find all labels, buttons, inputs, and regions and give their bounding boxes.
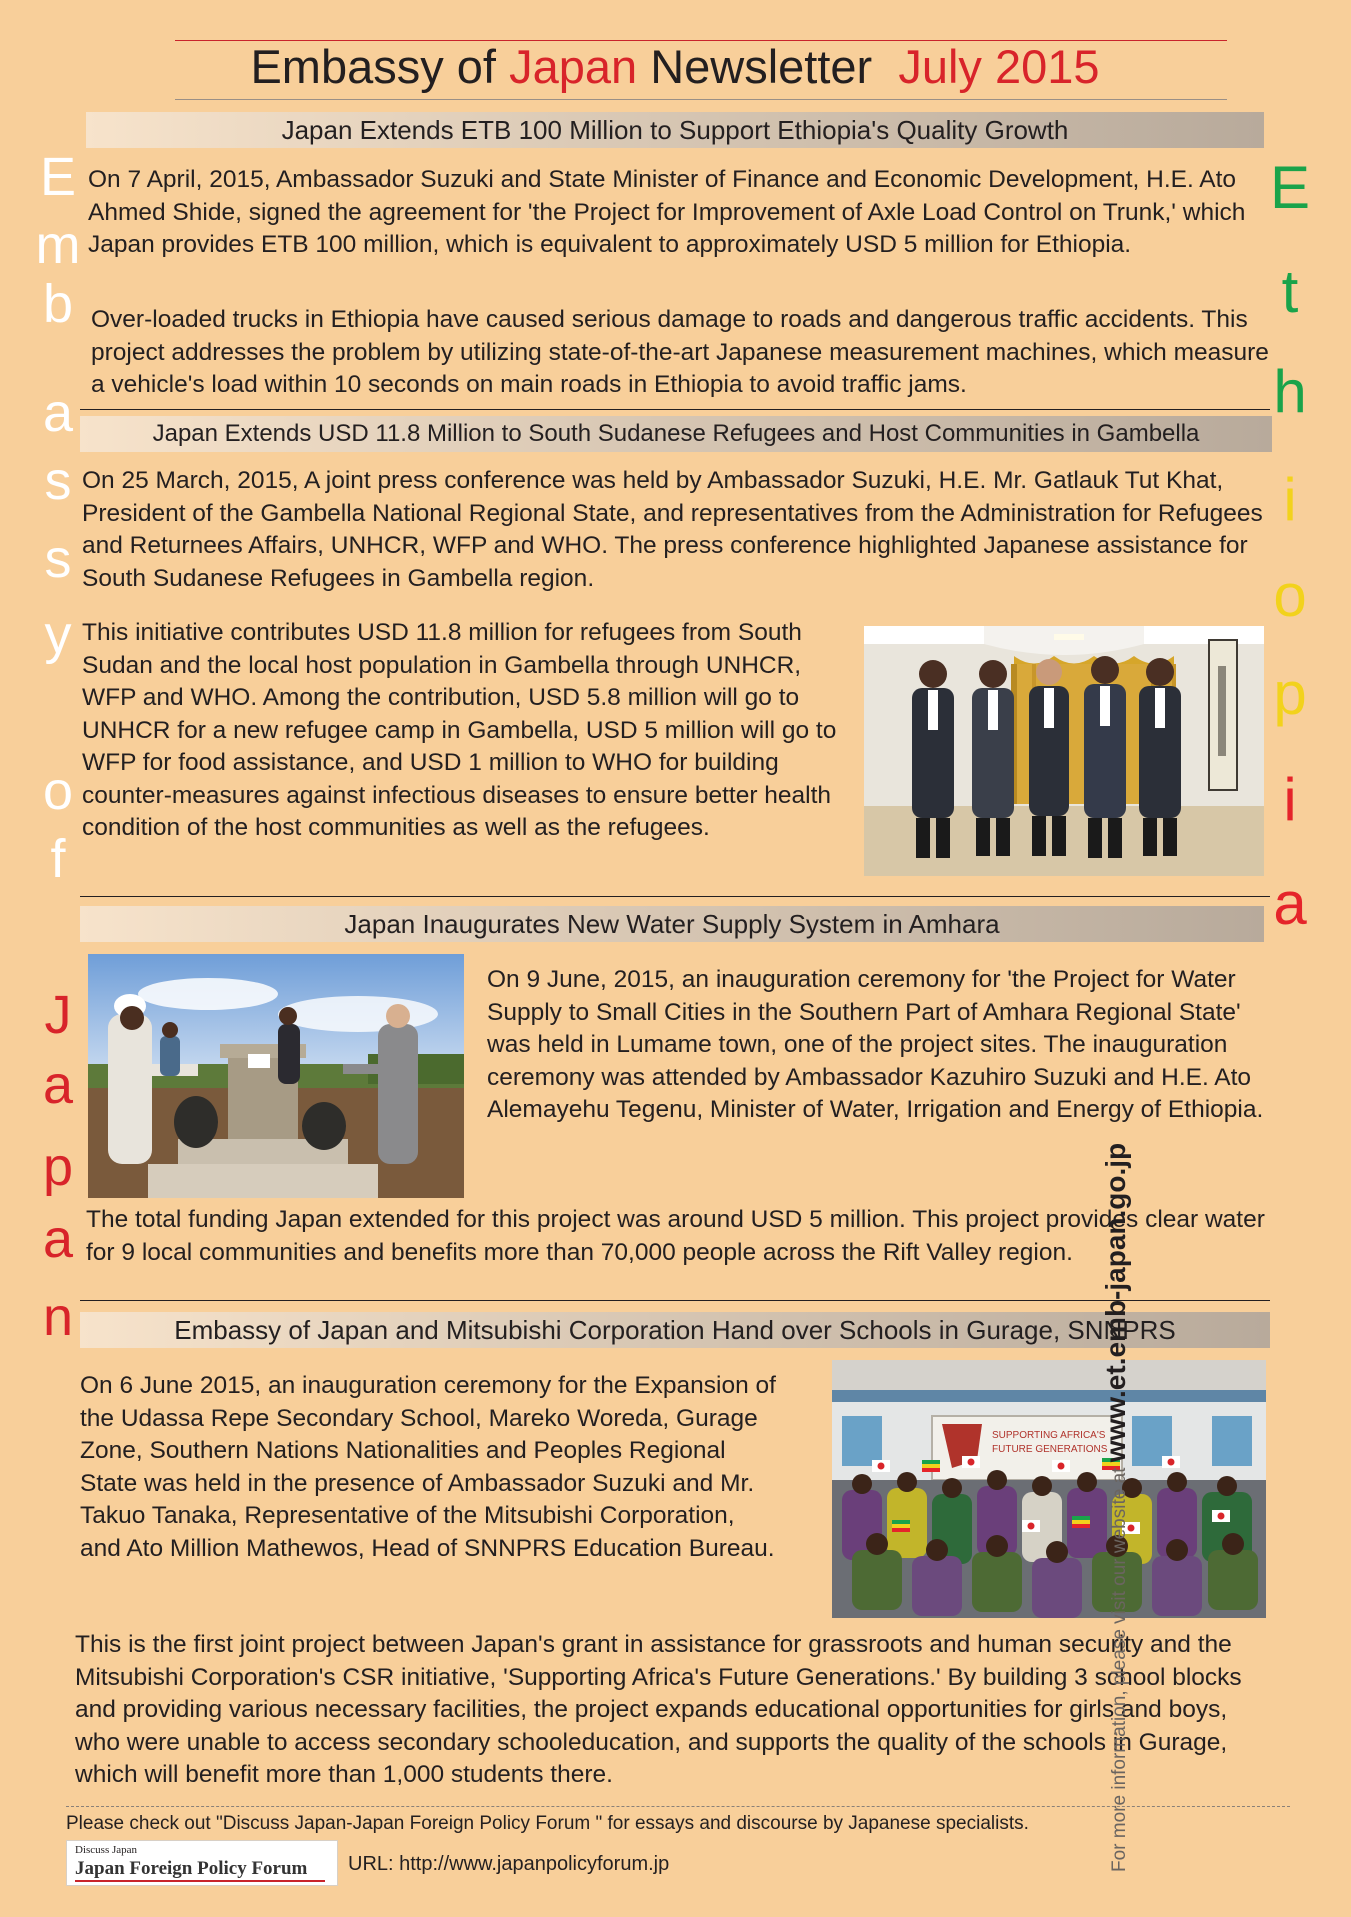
side-letter: b bbox=[42, 274, 74, 334]
side-letter: J bbox=[44, 985, 72, 1045]
jfpf-logo[interactable] bbox=[66, 1840, 338, 1886]
side-letter: a bbox=[1273, 870, 1307, 937]
press-conference-photo bbox=[864, 626, 1264, 876]
title-japan: Japan bbox=[509, 40, 638, 93]
article4-headline: Embassy of Japan and Mitsubishi Corporation Hand over Schools in Gurage, SNNPRS bbox=[80, 1312, 1270, 1348]
jfpf-logo-small: Discuss Japan bbox=[75, 1844, 138, 1856]
side-letter: o bbox=[42, 761, 74, 821]
article1-paragraph1: On 7 April, 2015, Ambassador Suzuki and State Minister of Finance and Economic Development, H.E. Ato Ahmed Shide, signed the agreement for 'the Project for Improvement of Axle Load Control on Trunk,' which Japan provides ETB 100 million, which is equivalent to approximately USD 5 million for Ethiopia. bbox=[88, 166, 1246, 258]
divider bbox=[80, 896, 1270, 897]
article4-paragraph2: This is the first joint project between Japan's grant in assistance for grassroots and human security and the Mitsubishi Corporation's CSR initiative, 'Supporting Africa's Future Generations.' By building 3 school blocks and providing various necessary facilities, the project expands educational opportunities for girls and boys, who were unable to access secondary schooleducation, and supports the quality of the schools in Gurage, which will benefit more than 1,000 students there. bbox=[75, 1631, 1242, 1788]
article3-paragraph2: The total funding Japan extended for this project was around USD 5 million. This project provides clear water for 9 local communities and benefits more than 70,000 people across the Rift Valley region. bbox=[86, 1206, 1265, 1266]
jfpf-logo-main: Japan Foreign Policy Forum bbox=[75, 1858, 308, 1879]
title-part2: Newsletter bbox=[650, 40, 873, 93]
side-website-prefix: For more information, please visit our website at bbox=[1109, 1467, 1130, 1872]
side-letter: y bbox=[44, 605, 72, 665]
side-letter: i bbox=[1283, 766, 1297, 833]
article3-paragraph1: On 9 June, 2015, an inauguration ceremony for 'the Project for Water Supply to Small Cities in the Southern Part of Amhara Regional State' was held in Lumame town, one of the project sites. The inauguration ceremony was attended by Ambassador Kazuhiro Suzuki and H.E. Ato Alemayehu Tegenu, Minister of Water, Irrigation and Energy of Ethiopia. bbox=[487, 966, 1264, 1123]
title-part1: Embassy of bbox=[250, 40, 496, 93]
divider bbox=[80, 409, 1270, 410]
page-title bbox=[175, 36, 1175, 98]
article1-headline: Japan Extends ETB 100 Million to Support Ethiopia's Quality Growth bbox=[86, 112, 1264, 148]
footer-url[interactable]: URL: http://www.japanpolicyforum.jp bbox=[348, 1853, 670, 1875]
header-bottom-rule bbox=[175, 99, 1227, 100]
side-letter: n bbox=[42, 1287, 74, 1347]
footer-rule bbox=[66, 1806, 1290, 1807]
water-supply-photo bbox=[88, 954, 464, 1198]
side-letter: a bbox=[42, 383, 74, 443]
side-letter: s bbox=[44, 451, 72, 511]
side-letter: a bbox=[42, 1209, 74, 1269]
side-letter: t bbox=[1281, 258, 1299, 325]
article2-headline: Japan Extends USD 11.8 Million to South Sudanese Refugees and Host Communities in Gambella bbox=[80, 416, 1272, 452]
footer-note: Please check out "Discuss Japan-Japan Foreign Policy Forum " for essays and discourse by Japanese specialists. bbox=[66, 1813, 1029, 1834]
banner-line1: SUPPORTING AFRICA'S bbox=[992, 1430, 1106, 1441]
side-website-link[interactable]: www.et.emb-japan.go.jp bbox=[1100, 1142, 1131, 1463]
side-letter: m bbox=[35, 215, 81, 275]
side-website-note bbox=[1100, 1143, 1132, 1872]
side-letter: o bbox=[1273, 562, 1307, 629]
side-letter: s bbox=[44, 529, 72, 589]
article2-paragraph2: This initiative contributes USD 11.8 million for refugees from South Sudan and the local host population in Gambella through UNHCR, WFP and WHO. Among the contribution, USD 5.8 million will go to UNHCR for a new refugee camp in Gambella, USD 5 million will go to WFP for food assistance, and USD 1 million to WHO for building counter-measures against infectious diseases to ensure better health condition of the host communities as well as the refugees. bbox=[82, 619, 837, 841]
side-letter: E bbox=[1269, 154, 1311, 221]
banner-line2: FUTURE GENERATIONS bbox=[992, 1444, 1108, 1455]
side-letter: p bbox=[1273, 660, 1307, 727]
article1-paragraph2: Over-loaded trucks in Ethiopia have caused serious damage to roads and dangerous traffic accidents. This project addresses the problem by utilizing state-of-the-art Japanese measurement machines, which measure a vehicle's load within 10 seconds on main roads in Ethiopia to avoid traffic jams. bbox=[91, 306, 1269, 398]
side-letter: h bbox=[1273, 358, 1307, 425]
side-letter: f bbox=[50, 829, 66, 889]
article3-headline: Japan Inaugurates New Water Supply System in Amhara bbox=[80, 906, 1264, 942]
side-letter: p bbox=[42, 1137, 74, 1197]
school-handover-photo bbox=[832, 1360, 1266, 1618]
article2-paragraph1: On 25 March, 2015, A joint press conference was held by Ambassador Suzuki, H.E. Mr. Gatlauk Tut Khat, President of the Gambella National Regional State, and representatives from the Administration for Refugees and Returnees Affairs, UNHCR, WFP and WHO. The press conference highlighted Japanese assistance for South Sudanese Refugees in Gambella region. bbox=[82, 467, 1263, 592]
divider bbox=[80, 1300, 1270, 1301]
article4-paragraph1: On 6 June 2015, an inauguration ceremony for the Expansion of the Udassa Repe Secondary School, Mareko Woreda, Gurage Zone, Southern Nations Nationalities and Peoples Regional State was held in the presence of Ambassador Suzuki and Mr. Takuo Tanaka, Representative of the Mitsubishi Corporation, and Ato Million Mathewos, Head of SNNPRS Education Bureau. bbox=[80, 1372, 776, 1562]
side-letter: a bbox=[42, 1055, 74, 1115]
side-letter: i bbox=[1283, 466, 1297, 533]
title-date: July 2015 bbox=[898, 40, 1100, 93]
jfpf-logo-stroke bbox=[75, 1880, 325, 1882]
side-letter: E bbox=[39, 147, 77, 207]
